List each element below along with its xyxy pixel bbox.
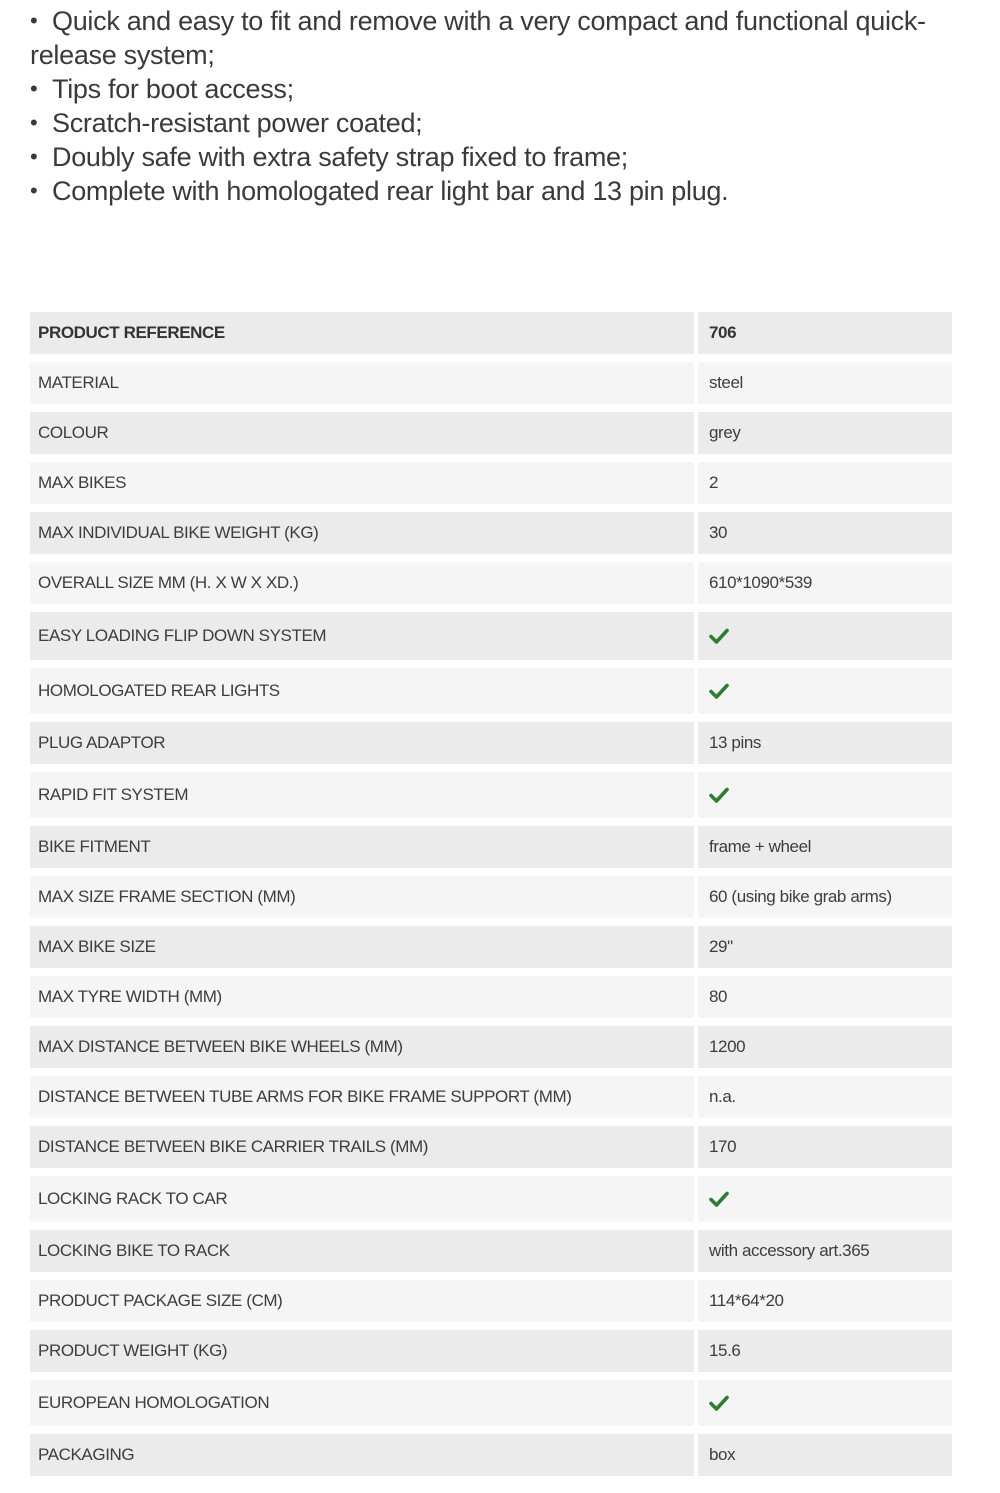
feature-text: Tips for boot access; bbox=[52, 74, 294, 104]
checkmark-icon bbox=[709, 1191, 729, 1207]
spec-row bbox=[30, 1026, 952, 1068]
spec-value: frame + wheel bbox=[698, 826, 952, 868]
checkmark-icon bbox=[709, 787, 729, 803]
spec-value: 60 (using bike grab arms) bbox=[698, 876, 952, 918]
spec-value-check bbox=[698, 1176, 952, 1222]
spec-row bbox=[30, 562, 952, 604]
bullet-icon: • bbox=[30, 76, 38, 101]
spec-label: MATERIAL bbox=[30, 362, 694, 404]
spec-value: 13 pins bbox=[698, 722, 952, 764]
spec-label: MAX INDIVIDUAL BIKE WEIGHT (KG) bbox=[30, 512, 694, 554]
spec-label: MAX BIKE SIZE bbox=[30, 926, 694, 968]
spec-row bbox=[30, 1280, 952, 1322]
feature-list bbox=[30, 4, 950, 208]
feature-text: Quick and easy to fit and remove with a very compact and functional quick-release system; bbox=[30, 6, 926, 70]
feature-text: Doubly safe with extra safety strap fixed to frame; bbox=[52, 142, 628, 172]
spec-label: LOCKING BIKE TO RACK bbox=[30, 1230, 694, 1272]
spec-label: BIKE FITMENT bbox=[30, 826, 694, 868]
spec-value: steel bbox=[698, 362, 952, 404]
spec-row bbox=[30, 1230, 952, 1272]
spec-row bbox=[30, 612, 952, 660]
spec-label: PRODUCT REFERENCE bbox=[30, 312, 694, 354]
spec-row bbox=[30, 772, 952, 818]
spec-value: 1200 bbox=[698, 1026, 952, 1068]
spec-row bbox=[30, 362, 952, 404]
spec-value: 610*1090*539 bbox=[698, 562, 952, 604]
spec-label: DISTANCE BETWEEN BIKE CARRIER TRAILS (MM) bbox=[30, 1126, 694, 1168]
spec-label: MAX SIZE FRAME SECTION (MM) bbox=[30, 876, 694, 918]
feature-item bbox=[30, 72, 950, 106]
spec-row bbox=[30, 312, 952, 354]
checkmark-icon bbox=[709, 628, 729, 644]
spec-value: with accessory art.365 bbox=[698, 1230, 952, 1272]
spec-value-check bbox=[698, 668, 952, 714]
spec-label: HOMOLOGATED REAR LIGHTS bbox=[30, 668, 694, 714]
spec-label: PRODUCT WEIGHT (KG) bbox=[30, 1330, 694, 1372]
spec-label: PRODUCT PACKAGE SIZE (CM) bbox=[30, 1280, 694, 1322]
spec-row bbox=[30, 976, 952, 1018]
spec-label: LOCKING RACK TO CAR bbox=[30, 1176, 694, 1222]
checkmark-icon bbox=[709, 1395, 729, 1411]
spec-row bbox=[30, 462, 952, 504]
spec-row bbox=[30, 826, 952, 868]
spec-row bbox=[30, 1330, 952, 1372]
spec-value: 80 bbox=[698, 976, 952, 1018]
spec-label: EUROPEAN HOMOLOGATION bbox=[30, 1380, 694, 1426]
feature-text: Complete with homologated rear light bar and 13 pin plug. bbox=[52, 176, 729, 206]
spec-label: COLOUR bbox=[30, 412, 694, 454]
spec-value: 706 bbox=[698, 312, 952, 354]
spec-row bbox=[30, 1076, 952, 1118]
spec-value: n.a. bbox=[698, 1076, 952, 1118]
spec-row bbox=[30, 926, 952, 968]
spec-value: 15.6 bbox=[698, 1330, 952, 1372]
spec-label: EASY LOADING FLIP DOWN SYSTEM bbox=[30, 612, 694, 660]
spec-value: 2 bbox=[698, 462, 952, 504]
bullet-icon: • bbox=[30, 178, 38, 203]
spec-value: 170 bbox=[698, 1126, 952, 1168]
bullet-icon: • bbox=[30, 8, 38, 33]
spec-value: 114*64*20 bbox=[698, 1280, 952, 1322]
spec-row bbox=[30, 512, 952, 554]
spec-row bbox=[30, 1380, 952, 1426]
spec-row bbox=[30, 722, 952, 764]
bullet-icon: • bbox=[30, 144, 38, 169]
feature-item bbox=[30, 106, 950, 140]
spec-label: PLUG ADAPTOR bbox=[30, 722, 694, 764]
spec-value-check bbox=[698, 1380, 952, 1426]
spec-value: grey bbox=[698, 412, 952, 454]
checkmark-icon bbox=[709, 683, 729, 699]
spec-label: MAX BIKES bbox=[30, 462, 694, 504]
spec-row bbox=[30, 668, 952, 714]
spec-value-check bbox=[698, 772, 952, 818]
spec-value: 29" bbox=[698, 926, 952, 968]
feature-text: Scratch-resistant power coated; bbox=[52, 108, 423, 138]
spec-row bbox=[30, 1434, 952, 1476]
spec-label: PACKAGING bbox=[30, 1434, 694, 1476]
spec-label: MAX TYRE WIDTH (MM) bbox=[30, 976, 694, 1018]
spec-value: 30 bbox=[698, 512, 952, 554]
spec-label: MAX DISTANCE BETWEEN BIKE WHEELS (MM) bbox=[30, 1026, 694, 1068]
spec-row bbox=[30, 1176, 952, 1222]
spec-row bbox=[30, 876, 952, 918]
spec-value: box bbox=[698, 1434, 952, 1476]
spec-row bbox=[30, 1126, 952, 1168]
feature-item bbox=[30, 140, 950, 174]
feature-item bbox=[30, 4, 950, 72]
spec-value-check bbox=[698, 612, 952, 660]
spec-label: DISTANCE BETWEEN TUBE ARMS FOR BIKE FRAME SUPPORT (MM) bbox=[30, 1076, 694, 1118]
bullet-icon: • bbox=[30, 110, 38, 135]
spec-label: RAPID FIT SYSTEM bbox=[30, 772, 694, 818]
spec-label: OVERALL SIZE MM (H. X W X XD.) bbox=[30, 562, 694, 604]
spec-row bbox=[30, 412, 952, 454]
spec-table bbox=[30, 312, 952, 1484]
feature-item bbox=[30, 174, 950, 208]
